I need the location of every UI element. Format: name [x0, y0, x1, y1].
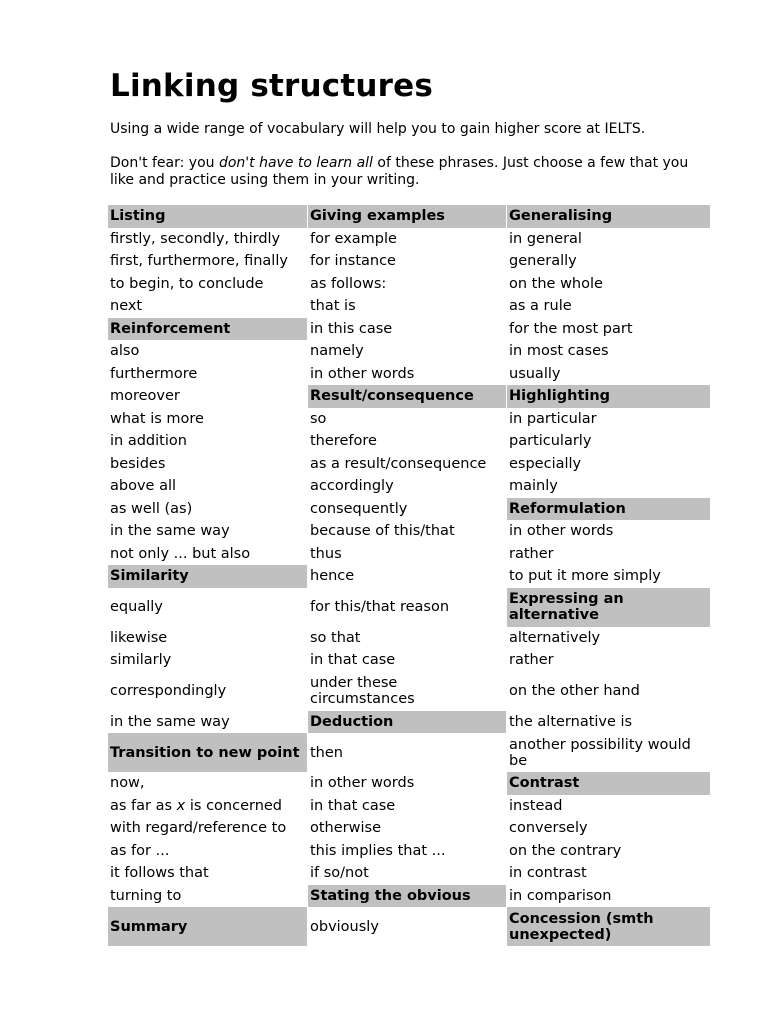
- phrase-cell: first, furthermore, finally: [110, 253, 288, 270]
- table-row: [108, 907, 710, 946]
- phrase-cell: as for ...: [110, 842, 170, 859]
- phrase-cell: instead: [506, 795, 710, 818]
- category-header-cell: Deduction: [307, 711, 506, 734]
- phrase-cell: thus: [307, 543, 506, 566]
- category-header-cell: Result/consequence: [307, 385, 506, 408]
- table-row: [108, 520, 710, 543]
- phrase-cell: similarly: [110, 652, 172, 669]
- phrase-cell: this implies that ...: [307, 840, 506, 863]
- phrase-cell: besides: [110, 455, 166, 472]
- phrase-cell: as a rule: [506, 295, 710, 318]
- phrase-cell: particularly: [506, 430, 710, 453]
- phrase-cell: rather: [506, 543, 710, 566]
- phrase-cell: in contrast: [506, 862, 710, 885]
- phrase-cell: consequently: [307, 498, 506, 521]
- phrase-cell: conversely: [506, 817, 710, 840]
- phrase-cell: for example: [307, 228, 506, 251]
- phrase-cell: if so/not: [307, 862, 506, 885]
- phrase-cell: in addition: [110, 433, 187, 450]
- category-header-cell: Highlighting: [506, 385, 710, 408]
- table-row: [108, 885, 710, 908]
- linking-phrases-table: [108, 205, 710, 946]
- table-row: [108, 363, 710, 386]
- phrase-cell: that is: [307, 295, 506, 318]
- intro-paragraph: Using a wide range of vocabulary will help you to gain higher score at IELTS.: [110, 121, 646, 137]
- table-row: [108, 795, 710, 818]
- phrase-cell: under these circumstances: [307, 672, 506, 711]
- phrase-cell: because of this/that: [307, 520, 506, 543]
- phrase-cell: so that: [307, 627, 506, 650]
- phrase-cell: to begin, to conclude: [110, 275, 264, 292]
- phrase-cell: next: [110, 298, 143, 315]
- phrase-cell: as a result/consequence: [307, 453, 506, 476]
- category-header-cell: Giving examples: [307, 205, 506, 228]
- table-row: [108, 862, 710, 885]
- phrase-cell: with regard/reference to: [110, 820, 287, 837]
- table-row: [108, 649, 710, 672]
- table-row: [108, 711, 710, 734]
- phrase-cell: moreover: [110, 388, 180, 405]
- table-row: [108, 340, 710, 363]
- phrase-cell: mainly: [506, 475, 710, 498]
- phrase-cell: in most cases: [506, 340, 710, 363]
- table-row: [108, 295, 710, 318]
- phrase-cell: as follows:: [307, 273, 506, 296]
- phrase-cell: in other words: [307, 772, 506, 795]
- table-row: [108, 385, 710, 408]
- phrase-cell: it follows that: [110, 865, 209, 882]
- phrase-cell: equally: [110, 599, 163, 615]
- table-row: [108, 205, 710, 228]
- phrase-cell: on the contrary: [506, 840, 710, 863]
- advice-text-start: Don't fear: you: [110, 155, 219, 171]
- table-row: [108, 475, 710, 498]
- category-header-cell: Contrast: [506, 772, 710, 795]
- phrase-cell: another possibility would be: [506, 733, 710, 772]
- phrase-cell: otherwise: [307, 817, 506, 840]
- table-row: [108, 273, 710, 296]
- phrase-cell: alternatively: [506, 627, 710, 650]
- table-row: [108, 228, 710, 251]
- phrase-cell: firstly, secondly, thirdly: [110, 230, 281, 247]
- phrase-cell: in the same way: [110, 713, 230, 730]
- phrase-cell: what is more: [110, 410, 204, 427]
- table-row: [108, 453, 710, 476]
- phrase-cell: in this case: [307, 318, 506, 341]
- category-header-cell: Summary: [108, 907, 307, 946]
- category-header-cell: Listing: [108, 205, 307, 228]
- phrase-cell: the alternative is: [506, 711, 710, 734]
- phrase-cell: in particular: [506, 408, 710, 431]
- phrase-cell: in the same way: [110, 523, 230, 540]
- phrase-cell: for instance: [307, 250, 506, 273]
- phrase-cell: in general: [506, 228, 710, 251]
- phrase-cell: to put it more simply: [506, 565, 710, 588]
- advice-text-end: of these phrases. Just choose a few that you like and practice using them in your writing.: [110, 155, 689, 188]
- phrase-cell: as far as x is concerned: [110, 797, 283, 814]
- phrase-cell: usually: [506, 363, 710, 386]
- phrase-cell: in other words: [506, 520, 710, 543]
- phrase-cell: in comparison: [506, 885, 710, 908]
- phrase-cell: above all: [110, 478, 177, 495]
- phrase-cell: especially: [506, 453, 710, 476]
- phrase-cell: then: [307, 733, 506, 772]
- phrase-cell: for this/that reason: [307, 588, 506, 627]
- table-row: [108, 772, 710, 795]
- category-header-cell: Transition to new point: [108, 733, 307, 772]
- table-row: [108, 817, 710, 840]
- phrase-cell: so: [307, 408, 506, 431]
- phrase-cell: in that case: [307, 649, 506, 672]
- phrase-cell: on the whole: [506, 273, 710, 296]
- phrase-cell: as well (as): [110, 500, 193, 517]
- table-row: [108, 408, 710, 431]
- italic-variable: x: [176, 797, 186, 814]
- table-row: [108, 543, 710, 566]
- phrase-cell: namely: [307, 340, 506, 363]
- table-row: [108, 318, 710, 341]
- phrase-cell: obviously: [307, 907, 506, 946]
- category-header-cell: Similarity: [108, 565, 307, 588]
- category-header-cell: Reinforcement: [108, 318, 307, 341]
- category-header-cell: Concession (smth unexpected): [506, 907, 710, 946]
- phrase-cell: generally: [506, 250, 710, 273]
- table-row: [108, 627, 710, 650]
- phrase-cell: now,: [110, 775, 145, 792]
- phrase-cell: on the other hand: [506, 672, 710, 711]
- category-header-cell: Reformulation: [506, 498, 710, 521]
- phrase-cell: rather: [506, 649, 710, 672]
- phrase-cell: turning to: [110, 887, 182, 904]
- category-header-cell: Stating the obvious: [307, 885, 506, 908]
- table-row: [108, 733, 710, 772]
- phrase-cell: not only ... but also: [110, 545, 251, 562]
- phrase-cell: in other words: [307, 363, 506, 386]
- table-row: [108, 588, 710, 627]
- phrase-cell: hence: [307, 565, 506, 588]
- advice-emphasis: don't have to learn all: [218, 155, 373, 171]
- table-row: [108, 672, 710, 711]
- page-title: Linking structures: [110, 68, 433, 104]
- phrase-cell: therefore: [307, 430, 506, 453]
- table-row: [108, 498, 710, 521]
- category-header-cell: Generalising: [506, 205, 710, 228]
- phrase-cell: in that case: [307, 795, 506, 818]
- intro-advice-paragraph: [110, 155, 710, 189]
- phrase-cell: likewise: [110, 629, 168, 646]
- table-row: [108, 565, 710, 588]
- phrase-cell: accordingly: [307, 475, 506, 498]
- phrase-cell: correspondingly: [110, 683, 227, 699]
- phrase-cell: for the most part: [506, 318, 710, 341]
- table-row: [108, 430, 710, 453]
- category-header-cell: Expressing an alternative: [506, 588, 710, 627]
- table-body: [108, 205, 710, 946]
- table-row: [108, 250, 710, 273]
- phrase-cell: also: [110, 343, 140, 360]
- table-row: [108, 840, 710, 863]
- phrase-cell: furthermore: [110, 365, 198, 382]
